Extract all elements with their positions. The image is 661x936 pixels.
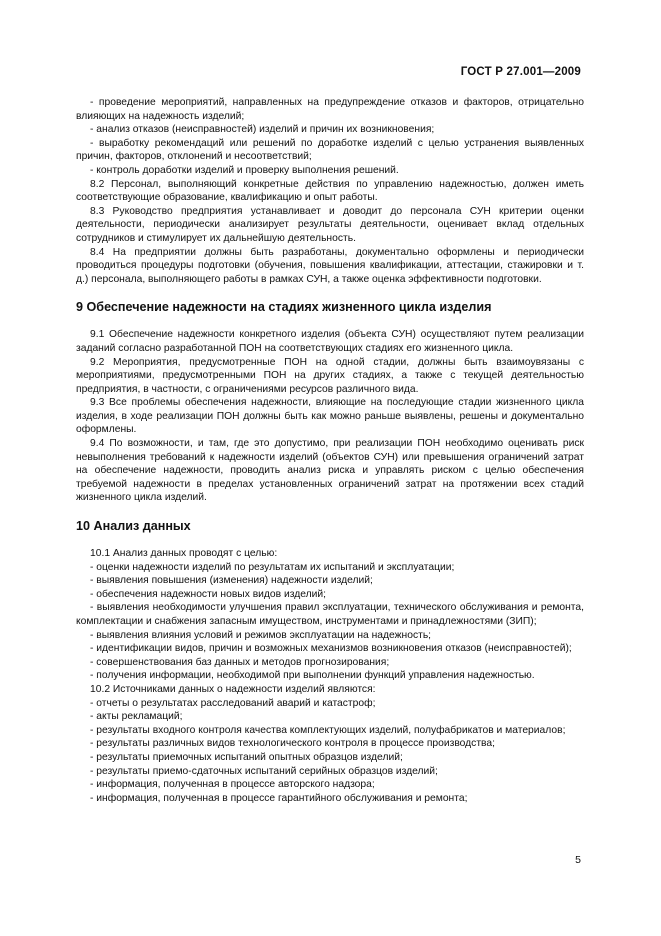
list-item: - отчеты о результатах расследований аварий и катастроф; [90, 697, 376, 709]
list-item: - совершенствования баз данных и методов прогнозирования; [90, 656, 390, 668]
list-item: - обеспечения надежности новых видов изделий; [90, 588, 327, 600]
clause-9-4: 9.4 По возможности, и там, где это допустимо, при реализации ПОН необходимо оценивать риск невыполнения требований к надежности изделий (объектов СУН) или превышения ограничений затрат на обеспечение надежности, проводить анализ риска и управлять риском с целью обеспечения требуемой надежности в пределах установленных ограничений затрат на протяжении всех стадий жизненного цикла изделий. [76, 438, 584, 504]
list-item: - результаты приемо-сдаточных испытаний серийных образцов изделий; [90, 765, 438, 777]
list-item: - идентификации видов, причин и возможных механизмов возникновения отказов (неисправностей); [90, 643, 572, 655]
list-item: - информация, полученная в процессе гарантийного обслуживания и ремонта; [90, 792, 468, 804]
list-item: - проведение мероприятий, направленных на предупреждение отказов и факторов, отрицательно влияющих на надежность изделий; [76, 97, 584, 122]
clause-9-2: 9.2 Мероприятия, предусмотренные ПОН на одной стадии, должны быть взаимоувязаны с мероприятиями, предусмотренными ПОН на других стадиях, а также с текущей деятельностью предприятия, в частности, с ограничениями ресурсов различного вида. [76, 356, 584, 395]
standard-designation: ГОСТ Р 27.001—2009 [460, 66, 581, 78]
list-item: - выявления повышения (изменения) надежности изделий; [90, 575, 373, 587]
list-item: - результаты различных видов технологического контроля в процессе производства; [90, 738, 495, 750]
list-item: - контроль доработки изделий и проверку выполнения решений. [90, 164, 399, 176]
clause-9-1: 9.1 Обеспечение надежности конкретного изделия (объекта СУН) осуществляют путем реализации заданий согласно разработанной ПОН на соответствующих стадиях его жизненного цикла. [76, 329, 584, 354]
clause-9-3: 9.3 Все проблемы обеспечения надежности, влияющие на последующие стадии жизненного цикла изделия, в ходе реализации ПОН должны быть как можно раньше выявлены, решены и документально оформлены. [76, 397, 584, 436]
page-content [76, 96, 584, 805]
list-item: - получения информации, необходимой при выполнении функций управления надежностью. [90, 670, 535, 682]
list-item: - выработку рекомендаций или решений по доработке изделий с целью устранения выявленных причин, факторов, отклонений и несоответствий; [76, 137, 584, 163]
section-10-heading: 10 Анализ данных [76, 519, 191, 534]
list-item: - выявления необходимости улучшения правил эксплуатации, технического обслуживания и ремонта, комплектации и снабжения запасным имуществом, инструментами и принадлежностями (ЗИП); [76, 602, 584, 627]
section-9-heading: 9 Обеспечение надежности на стадиях жизненного цикла изделия [76, 300, 492, 315]
list-item: - акты рекламаций; [90, 711, 183, 723]
page-number: 5 [575, 854, 581, 866]
clause-8-4: 8.4 На предприятии должны быть разработаны, документально оформлены и периодически проводиться процедуры подготовки (обучения, повышения квалификации, аттестации, стажировки и т. д.) персонала, выполняющего работы в рамках СУН, а также оценка эффективности подготовки. [76, 246, 584, 285]
list-item: - анализ отказов (неисправностей) изделий и причин их возникновения; [90, 124, 435, 136]
clause-10-1: 10.1 Анализ данных проводят с целью: [90, 548, 278, 560]
clause-8-3: 8.3 Руководство предприятия устанавливает и доводит до персонала СУН критерии оценки деятельности, периодически анализирует результаты деятельности, оценивает вклад отдельных сотрудников и стимулирует их дальнейшую деятельность. [76, 205, 584, 244]
list-item: - выявления влияния условий и режимов эксплуатации на надежность; [90, 629, 432, 641]
list-item: - результаты входного контроля качества комплектующих изделий, полуфабрикатов и материалов; [90, 724, 566, 736]
list-item: - оценки надежности изделий по результатам их испытаний и эксплуатации; [90, 561, 455, 573]
list-item: - информация, полученная в процессе авторского надзора; [90, 779, 375, 791]
list-item: - результаты приемочных испытаний опытных образцов изделий; [90, 751, 403, 763]
clause-8-2: 8.2 Персонал, выполняющий конкретные действия по управлению надежностью, должен иметь соответствующие образование, квалификацию и опыт работы. [76, 178, 584, 204]
clause-10-2: 10.2 Источниками данных о надежности изделий являются: [90, 683, 376, 695]
